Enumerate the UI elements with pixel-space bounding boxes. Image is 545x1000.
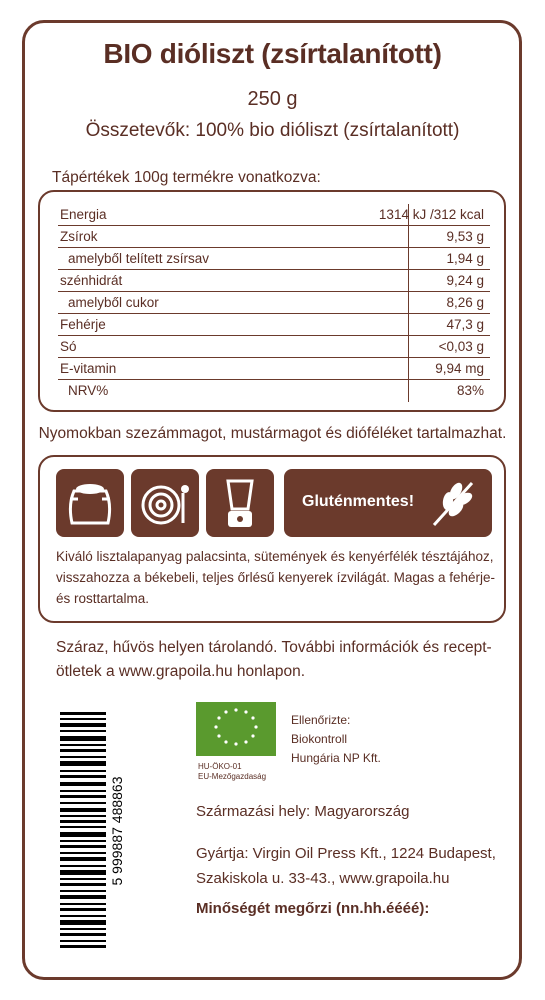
nutrition-value: 9,24 g	[446, 273, 484, 288]
gluten-free-badge	[284, 469, 492, 537]
nutrition-value: 9,94 mg	[435, 361, 484, 376]
gluten-free-icon	[426, 477, 478, 529]
nutrition-value: 9,53 g	[446, 229, 484, 244]
nutrition-label: amelyből cukor	[68, 295, 159, 310]
nutrition-row-carbs	[58, 270, 490, 292]
blender-icon	[206, 469, 274, 537]
storage-line: ötletek a www.grapoila.hu honlapon.	[56, 663, 306, 680]
nutrition-label: Energia	[60, 207, 107, 222]
best-before: Minőségét megőrzi (nn.hh.éééé):	[196, 900, 430, 917]
rolling-dough-icon	[131, 469, 199, 537]
nutrition-value: 8,26 g	[446, 295, 484, 310]
description-line: Kiváló lisztalapanyag palacsinta, sütemények és kenyérfélék tésztájához,	[56, 549, 494, 564]
description-line: és rosttartalma.	[56, 591, 150, 606]
nutrition-row-fat	[58, 226, 490, 248]
nutrition-row-sugar	[58, 292, 490, 314]
nutrition-value: 1314 kJ /312 kcal	[378, 207, 484, 222]
barcode	[60, 712, 126, 950]
nutrition-row-vitamin-e	[58, 358, 490, 380]
nutrition-label: szénhidrát	[60, 273, 123, 288]
nutrition-row-salt	[58, 336, 490, 358]
eu-organic-leaf-logo	[196, 702, 276, 756]
cert-code-line: HU-ÖKO-01	[198, 762, 242, 771]
storage-info	[56, 636, 492, 684]
control-line: Hungária NP Kft.	[291, 751, 381, 765]
nutrition-table	[38, 190, 506, 412]
nutrition-row-protein	[58, 314, 490, 336]
nutrition-heading: Tápértékek 100g termékre vonatkozva:	[52, 169, 321, 186]
organic-cert-code	[198, 762, 266, 782]
nutrition-label: amelyből telített zsírsav	[68, 251, 210, 266]
inspection-body	[291, 711, 381, 768]
nutrition-value: 1,94 g	[446, 251, 484, 266]
nutrition-label: E-vitamin	[60, 361, 117, 376]
nutrition-label: Zsírok	[60, 229, 98, 244]
manufacturer	[196, 841, 496, 891]
description-line: visszahozza a békebeli, teljes őrlésű kenyerek ízvilágát. Magas a fehérje-	[56, 570, 495, 585]
ingredients: Összetevők: 100% bio dióliszt (zsírtalanított)	[85, 120, 460, 141]
nutrition-label: Só	[60, 339, 77, 354]
product-weight: 250 g	[247, 88, 298, 110]
product-title: BIO dióliszt (zsírtalanított)	[103, 38, 442, 69]
control-line: Biokontroll	[291, 732, 348, 746]
storage-line: Száraz, hűvös helyen tárolandó. További információk és recept-	[56, 639, 492, 656]
allergen-trace-note: Nyomokban szezámmagot, mustármagot és dióféléket tartalmazhat.	[38, 425, 507, 442]
nutrition-label: Fehérje	[60, 317, 106, 332]
manufacturer-line: Gyártja: Virgin Oil Press Kft., 1224 Budapest,	[196, 845, 496, 862]
nutrition-value: <0,03 g	[438, 339, 484, 354]
product-description	[56, 546, 506, 609]
nutrition-label: NRV%	[68, 383, 109, 398]
nutrition-value: 47,3 g	[446, 317, 484, 332]
nutrition-value: 83%	[456, 383, 484, 398]
nutrition-row-nrv	[58, 380, 490, 402]
control-line: Ellenőrizte:	[291, 713, 351, 727]
flour-sack-icon	[56, 469, 124, 537]
barcode-digits: 5 999887 488863	[109, 776, 125, 886]
nutrition-row-energy	[58, 204, 490, 226]
manufacturer-line: Szakiskola u. 33-43., www.grapoila.hu	[196, 870, 450, 887]
country-of-origin: Származási hely: Magyarország	[196, 803, 410, 820]
nutrition-row-saturated	[58, 248, 490, 270]
cert-code-line: EU-Mezőgazdaság	[198, 772, 267, 781]
gluten-free-label: Gluténmentes!	[302, 493, 415, 510]
